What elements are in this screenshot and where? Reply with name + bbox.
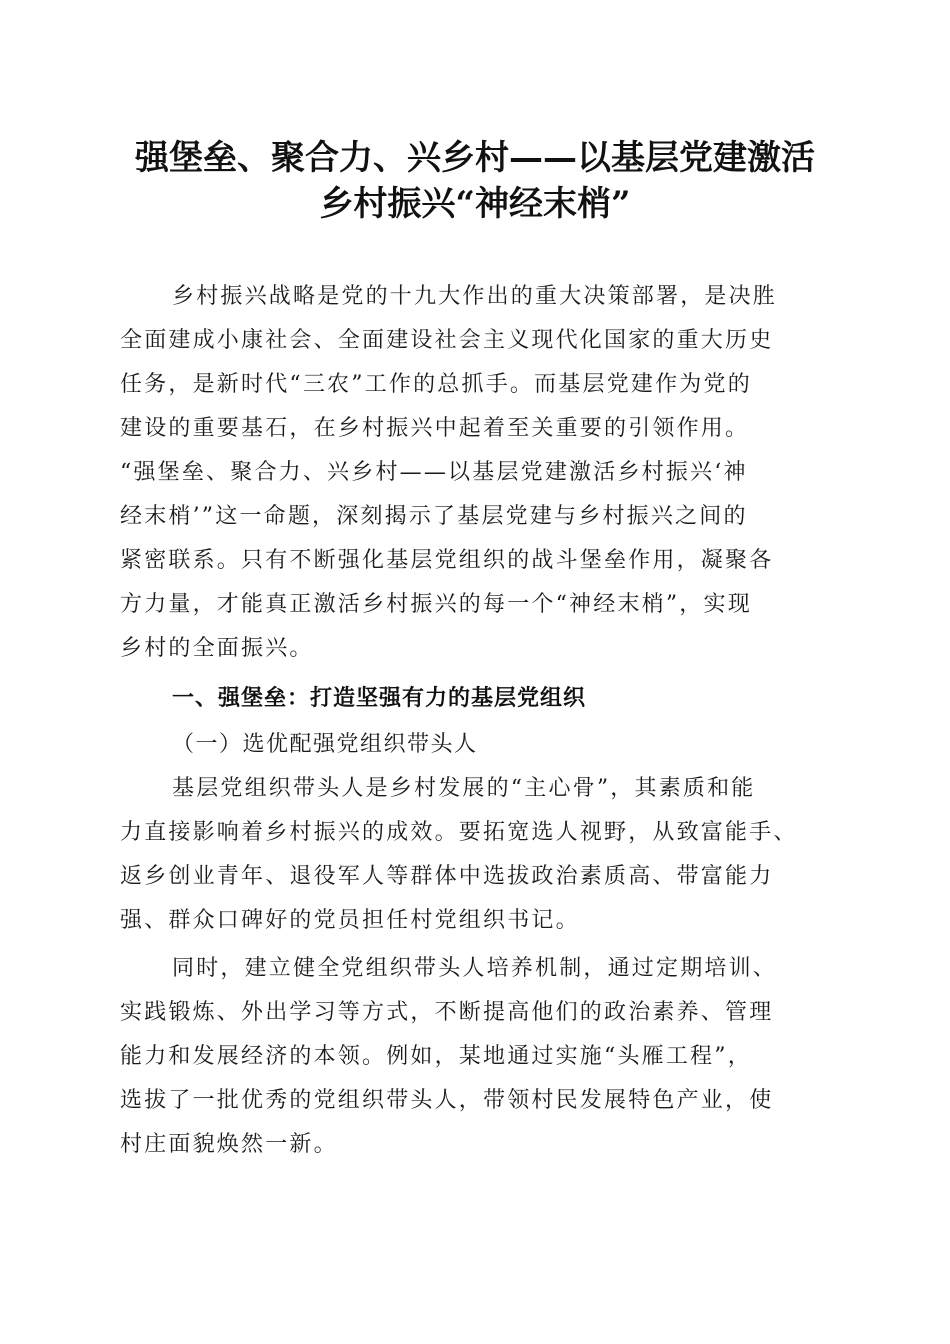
paragraph-3-line: 实践锻炼、外出学习等方式，不断提高他们的政治素养、管理 — [120, 1000, 774, 1025]
paragraph-3-line: 同时，建立健全党组织带头人培养机制，通过定期培训、 — [172, 956, 778, 981]
subsection-heading-1: （一）选优配强党组织带头人 — [172, 732, 478, 757]
paragraph-2-line: 强、群众口碑好的党员担任村党组织书记。 — [120, 908, 580, 933]
paragraph-1-line: 方力量，才能真正激活乡村振兴的每一个“神经末梢”，实现 — [120, 592, 752, 617]
document-title-line-1: 强堡垒、聚合力、兴乡村——以基层党建激活 — [135, 138, 815, 178]
document-title-line-2: 乡村振兴“神经末梢” — [319, 184, 631, 224]
paragraph-1-line: “强堡垒、聚合力、兴乡村——以基层党建激活乡村振兴‘神 — [120, 460, 748, 485]
section-heading-1: 一、强堡垒：打造坚强有力的基层党组织 — [172, 686, 587, 711]
paragraph-1-line: 乡村的全面振兴。 — [120, 636, 314, 661]
paragraph-1-line: 建设的重要基石，在乡村振兴中起着至关重要的引领作用。 — [120, 416, 750, 441]
paragraph-2-line: 基层党组织带头人是乡村发展的“主心骨”，其素质和能 — [172, 776, 756, 801]
paragraph-1-line: 乡村振兴战略是党的十九大作出的重大决策部署，是决胜 — [172, 284, 778, 309]
paragraph-3-line: 能力和发展经济的本领。例如，某地通过实施“头雁工程”， — [120, 1044, 752, 1069]
paragraph-1-line: 经末梢’”这一命题，深刻揭示了基层党建与乡村振兴之间的 — [120, 504, 748, 529]
paragraph-2-line: 力直接影响着乡村振兴的成效。要拓宽选人视野，从致富能手、 — [120, 820, 798, 845]
paragraph-1-line: 紧密联系。只有不断强化基层党组织的战斗堡垒作用，凝聚各 — [120, 548, 774, 573]
paragraph-3-line: 村庄面貌焕然一新。 — [120, 1132, 338, 1157]
paragraph-3-line: 选拔了一批优秀的党组织带头人，带领村民发展特色产业，使 — [120, 1088, 774, 1113]
paragraph-1-line: 全面建成小康社会、全面建设社会主义现代化国家的重大历史 — [120, 328, 774, 353]
paragraph-2-line: 返乡创业青年、退役军人等群体中选拔政治素质高、带富能力 — [120, 864, 774, 889]
paragraph-1-line: 任务，是新时代“三农”工作的总抓手。而基层党建作为党的 — [120, 372, 752, 397]
